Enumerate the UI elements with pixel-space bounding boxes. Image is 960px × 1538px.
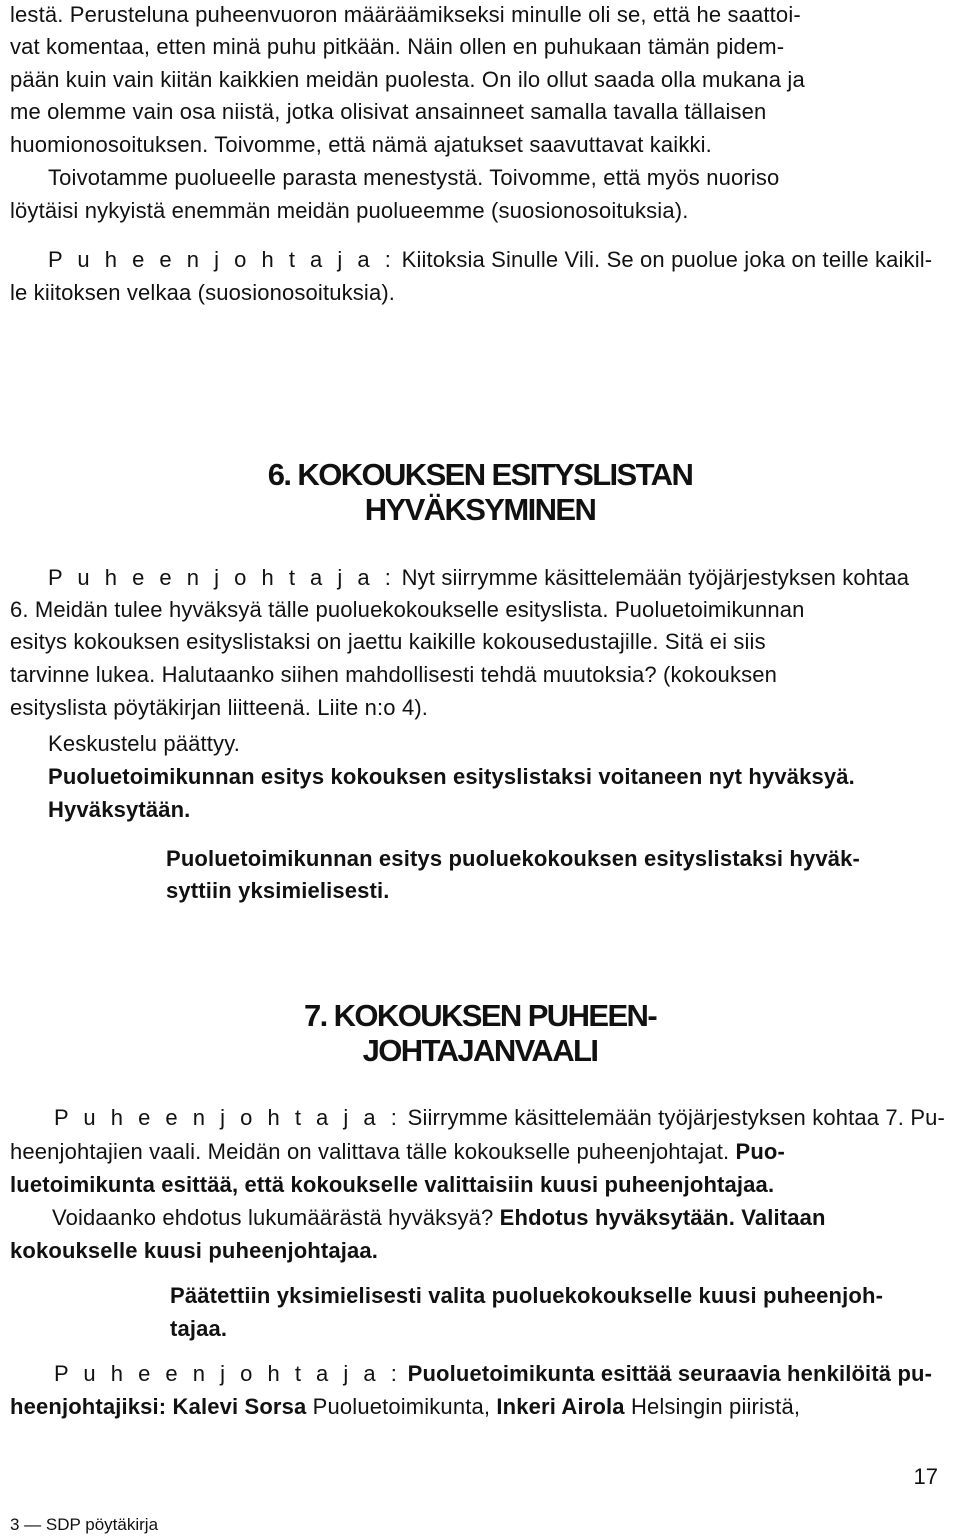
section-7-heading: JOHTAJANVAALI [362, 1033, 598, 1068]
section-6-speech-line: esityslista pöytäkirjan liitteenä. Liite n:o 4). [10, 695, 429, 720]
page-number: 17 [913, 1464, 938, 1489]
intro-line: vat komentaa, etten minä puhu pitkään. Näin ollen en puhukaan tämän pidem- [10, 34, 785, 59]
section-7-proposal-text: Puoluetoimikunta, [306, 1394, 497, 1419]
section-7-decision-line: tajaa. [170, 1316, 228, 1341]
intro-line: huomionosoituksen. Toivomme, että nämä ajatukset saavuttavat kaikki. [10, 132, 712, 157]
section-6-decision-line: Puoluetoimikunnan esitys puoluekokouksen esityslistaksi hyväk- [166, 846, 860, 871]
intro-line: löytäisi nykyistä enemmän meidän puolueemme (suosionosoituksia). [10, 198, 689, 223]
section-6-heading: HYVÄKSYMINEN [364, 492, 596, 527]
section-7-speech-text: heenjohtajien vaali. Meidän on valittava tälle kokoukselle puheenjohtajat. [10, 1139, 736, 1164]
intro-line: Toivotamme puolueelle parasta menestystä. Toivomme, että myös nuoriso [48, 165, 780, 190]
section-6-speech-text: Nyt siirrymme käsittelemään työjärjestyksen kohtaa [395, 565, 910, 590]
section-7-speech-text: Siirrymme käsittelemään työjärjestyksen kohtaa 7. Pu- [401, 1105, 946, 1130]
section-7-speech-line: kokoukselle kuusi puheenjohtajaa. [10, 1238, 379, 1263]
section-6-speech-line: esitys kokouksen esityslistaksi on jaettu kaikille kokousedustajille. Sitä ei siis [10, 629, 766, 654]
section-6-heading: 6. KOKOUKSEN ESITYSLISTAN [267, 457, 693, 492]
intro-line: pään kuin vain kiitän kaikkien meidän puolesta. On ilo ollut saada olla mukana ja [10, 67, 805, 92]
speaker-label: P u h e e n j o h t a j a : [54, 1361, 402, 1386]
intro-line: lestä. Perusteluna puheenvuoron määräämikseksi minulle oli se, että he saattoi- [10, 2, 801, 27]
section-7-bold-text: Puo- [735, 1139, 785, 1164]
speaker-label: P u h e e n j o h t a j a : [48, 247, 396, 272]
speaker-label: P u h e e n j o h t a j a : [48, 565, 396, 590]
section-7-speech-line [10, 1137, 785, 1167]
section-7-proposal-line [54, 1359, 932, 1389]
section-7-speech-line [52, 1203, 826, 1233]
section-6-speech-line: tarvinne lukea. Halutaanko siihen mahdollisesti tehdä muutoksia? (kokouksen [10, 662, 778, 687]
intro-line: me olemme vain osa niistä, jotka olisivat ansainneet samalla tavalla tällaisen [10, 99, 767, 124]
section-7-speech-line: luetoimikunta esittää, että kokoukselle valittaisiin kuusi puheenjohtajaa. [10, 1172, 775, 1197]
chair-response-line: le kiitoksen velkaa (suosionosoituksia). [10, 280, 396, 305]
speaker-label: P u h e e n j o h t a j a : [54, 1105, 402, 1130]
section-6-speech-line: 6. Meidän tulee hyväksyä tälle puoluekokoukselle esityslista. Puoluetoimikunnan [10, 597, 805, 622]
section-7-heading: 7. KOKOUKSEN PUHEEN- [303, 998, 657, 1033]
section-7-speech-line [54, 1103, 945, 1133]
section-7-speech-text: Voidaanko ehdotus lukumäärästä hyväksyä? [52, 1205, 500, 1230]
discussion-note: Keskustelu päättyy. [48, 731, 240, 756]
chair-response-text: Kiitoksia Sinulle Vili. Se on puolue joka on teille kaikil- [395, 247, 933, 272]
section-7-bold-text: Ehdotus hyväksytään. Valitaan [499, 1205, 826, 1230]
footer-label: 3 — SDP pöytäkirja [10, 1515, 159, 1534]
section-7-proposal-text: Inkeri Airola [496, 1394, 625, 1419]
section-7-proposal-text: heenjohtajiksi: Kalevi Sorsa [10, 1394, 307, 1419]
approval-line: Hyväksytään. [48, 797, 191, 822]
chair-response-line [48, 245, 932, 275]
section-7-proposal-text: Puoluetoimikunta esittää seuraavia henkilöitä pu- [401, 1361, 933, 1386]
section-6-decision-line: syttiin yksimielisesti. [166, 878, 390, 903]
section-7-proposal-line [10, 1392, 800, 1422]
approval-line: Puoluetoimikunnan esitys kokouksen esityslistaksi voitaneen nyt hyväksyä. [48, 764, 855, 789]
section-7-decision-line: Päätettiin yksimielisesti valita puoluekokoukselle kuusi puheenjoh- [170, 1283, 884, 1308]
section-7-proposal-text: Helsingin piiristä, [624, 1394, 801, 1419]
section-6-speech-line [48, 563, 909, 593]
